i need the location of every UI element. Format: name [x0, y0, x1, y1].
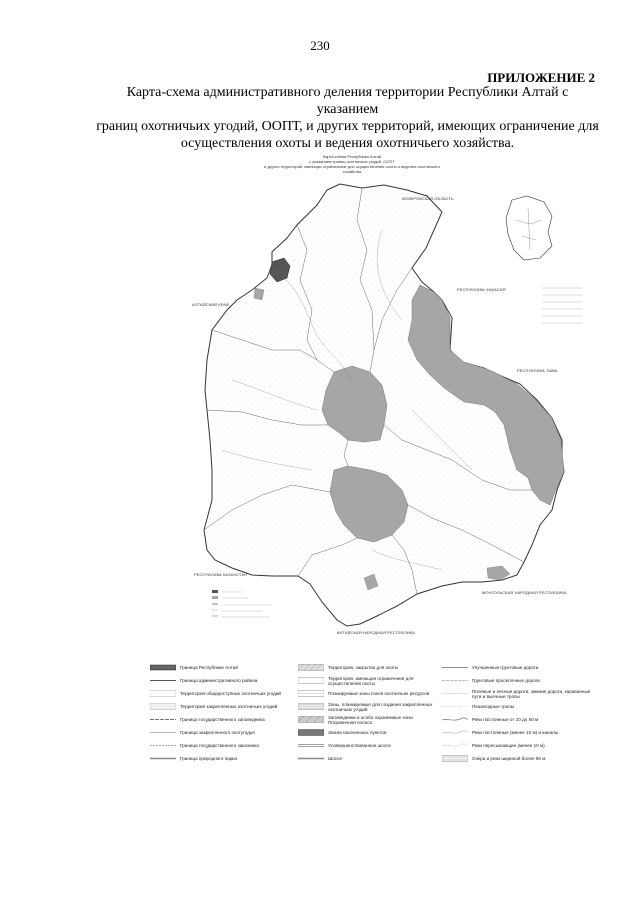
legend-item [298, 739, 438, 752]
map-inner-title-line: и других территорий, имеющих ограничение для осуществления охоты и ведения охотничьего хозяйства [263, 164, 441, 174]
legend-label: Реки пересыхающие (менее 10 м) [472, 743, 545, 748]
legend-item [442, 661, 592, 674]
legend-item [298, 674, 438, 687]
legend-item [150, 674, 295, 687]
legend-label: Реки постоянные (менее 10 м) и каналы [472, 730, 559, 735]
legend-item [150, 726, 295, 739]
legend-symbol [298, 716, 324, 723]
legend-column-1 [150, 661, 295, 765]
legend-label: Зоны, планируемые для создания закрепленных охотничьих угодий [328, 701, 433, 712]
legend-item [442, 700, 592, 713]
legend-item [298, 661, 438, 674]
legend-item [298, 713, 438, 726]
legend-symbol [150, 729, 176, 736]
legend-label: Граница государственного заповедника [180, 717, 265, 722]
legend-label: Территория, имеющая ограничения для осуществления охоты [328, 675, 414, 686]
legend-label: Грунтовые проселочные дороги [472, 678, 540, 683]
caption-line: Карта-схема административного деления территории Республики Алтай с указанием [126, 85, 569, 117]
legend-symbol [298, 703, 324, 710]
legend-label: Пешеходные тропы [472, 704, 515, 709]
neighbor-label-southeast: МОНГОЛЬСКАЯ НАРОДНАЯ РЕСПУБЛИКА [482, 590, 567, 595]
legend-symbol [298, 755, 324, 762]
legend-label: Реки постоянные от 10 до 60 м [472, 717, 539, 722]
legend-label: Граница природного парка [180, 756, 237, 761]
map-inner-title-line: с указанием границ охотничьих угодий, ООПТ [309, 159, 395, 164]
legend-item [150, 752, 295, 765]
legend-column-3 [442, 661, 592, 765]
legend-symbol [150, 664, 176, 671]
legend-symbol [442, 729, 468, 736]
legend-item [298, 752, 438, 765]
legend-item [150, 661, 295, 674]
legend-label: Граница закрепленного охотугодья [180, 730, 255, 735]
caption-line: осуществления охоты и ведения охотничьего хозяйства. [180, 136, 515, 151]
appendix-label: ПРИЛОЖЕНИЕ 2 [487, 70, 595, 85]
neighbor-label-northeast: РЕСПУБЛИКА ХАКАСИЯ [457, 287, 506, 292]
map-legend [150, 661, 590, 826]
legend-item [150, 700, 295, 713]
legend-symbol [150, 690, 176, 697]
neighbor-label-south: КИТАЙСКАЯ НАРОДНАЯ РЕСПУБЛИКА [337, 630, 416, 635]
map-caption [95, 84, 600, 152]
legend-label: Усовершенствованное шоссе [328, 743, 391, 748]
legend-symbol [298, 664, 324, 671]
legend-symbol [150, 703, 176, 710]
legend-symbol [442, 755, 468, 762]
protected-area-small-west [254, 288, 264, 300]
legend-symbol [150, 755, 176, 762]
legend-label: Территория, закрытая для охоты [328, 665, 399, 670]
legend-label: Заповедники и особо охраняемые зоны Пограничная полоса [328, 714, 413, 725]
legend-item [442, 713, 592, 726]
legend-symbol [298, 677, 324, 684]
legend-symbol [298, 690, 324, 697]
legend-label: Озера и реки шириной более 60 м [472, 756, 546, 761]
page-number: 230 [310, 38, 330, 53]
caption-line: границ охотничьих угодий, ООПТ, и других территорий, имеющих ограничение для [96, 119, 599, 134]
legend-label: Территория закрепленных охотничьих угодий [180, 704, 278, 709]
map-sheet [112, 150, 592, 635]
legend-item [298, 726, 438, 739]
inner-legend-right [542, 288, 582, 323]
neighbor-label-east: РЕСПУБЛИКА ТЫВА [517, 368, 558, 373]
legend-item [298, 687, 438, 700]
legend-label: Граница Республики Алтай [180, 665, 238, 670]
legend-column-2 [298, 661, 438, 765]
legend-item [150, 713, 295, 726]
map-inner-title [262, 154, 442, 174]
overview-inset [506, 196, 552, 260]
legend-symbol [150, 677, 176, 684]
legend-label: Земли населенных пунктов [328, 730, 387, 735]
legend-symbol [442, 716, 468, 723]
legend-item [298, 700, 438, 713]
legend-symbol [442, 664, 468, 671]
legend-symbol [442, 703, 468, 710]
legend-item [442, 687, 592, 700]
legend-symbol [298, 729, 324, 736]
inner-legend-symbols [212, 590, 272, 617]
legend-item [150, 739, 295, 752]
legend-label: Улучшенные грунтовые дороги [472, 665, 539, 670]
map-inner-title-line: Карта-схема Республики Алтай [322, 154, 382, 159]
legend-label: Граница административного района [180, 678, 258, 683]
neighbor-label-southwest: РЕСПУБЛИКА КАЗАХСТАН [194, 572, 248, 577]
legend-symbol [298, 742, 324, 749]
legend-label: Территория общедоступных охотничьих угодий [180, 691, 281, 696]
legend-symbol [442, 690, 468, 697]
legend-item [442, 726, 592, 739]
legend-symbol [442, 677, 468, 684]
legend-item [442, 752, 592, 765]
legend-label: Шоссе [328, 756, 342, 761]
neighbor-label-west: АЛТАЙСКИЙ КРАЙ [192, 302, 229, 307]
legend-symbol [150, 716, 176, 723]
legend-label: Граница государственного заказника [180, 743, 259, 748]
legend-item [150, 687, 295, 700]
legend-symbol [442, 742, 468, 749]
legend-item [442, 739, 592, 752]
legend-symbol [150, 742, 176, 749]
legend-label: Планируемые зоны покоя охотничьих ресурсов [328, 691, 430, 696]
map-canvas [112, 150, 592, 635]
legend-label: Полевые и лесные дороги, зимние дороги, караванные пути и вьючные тропы [472, 688, 591, 699]
neighbor-label-north: КЕМЕРОВСКАЯ ОБЛАСТЬ [402, 196, 454, 201]
legend-item [442, 674, 592, 687]
